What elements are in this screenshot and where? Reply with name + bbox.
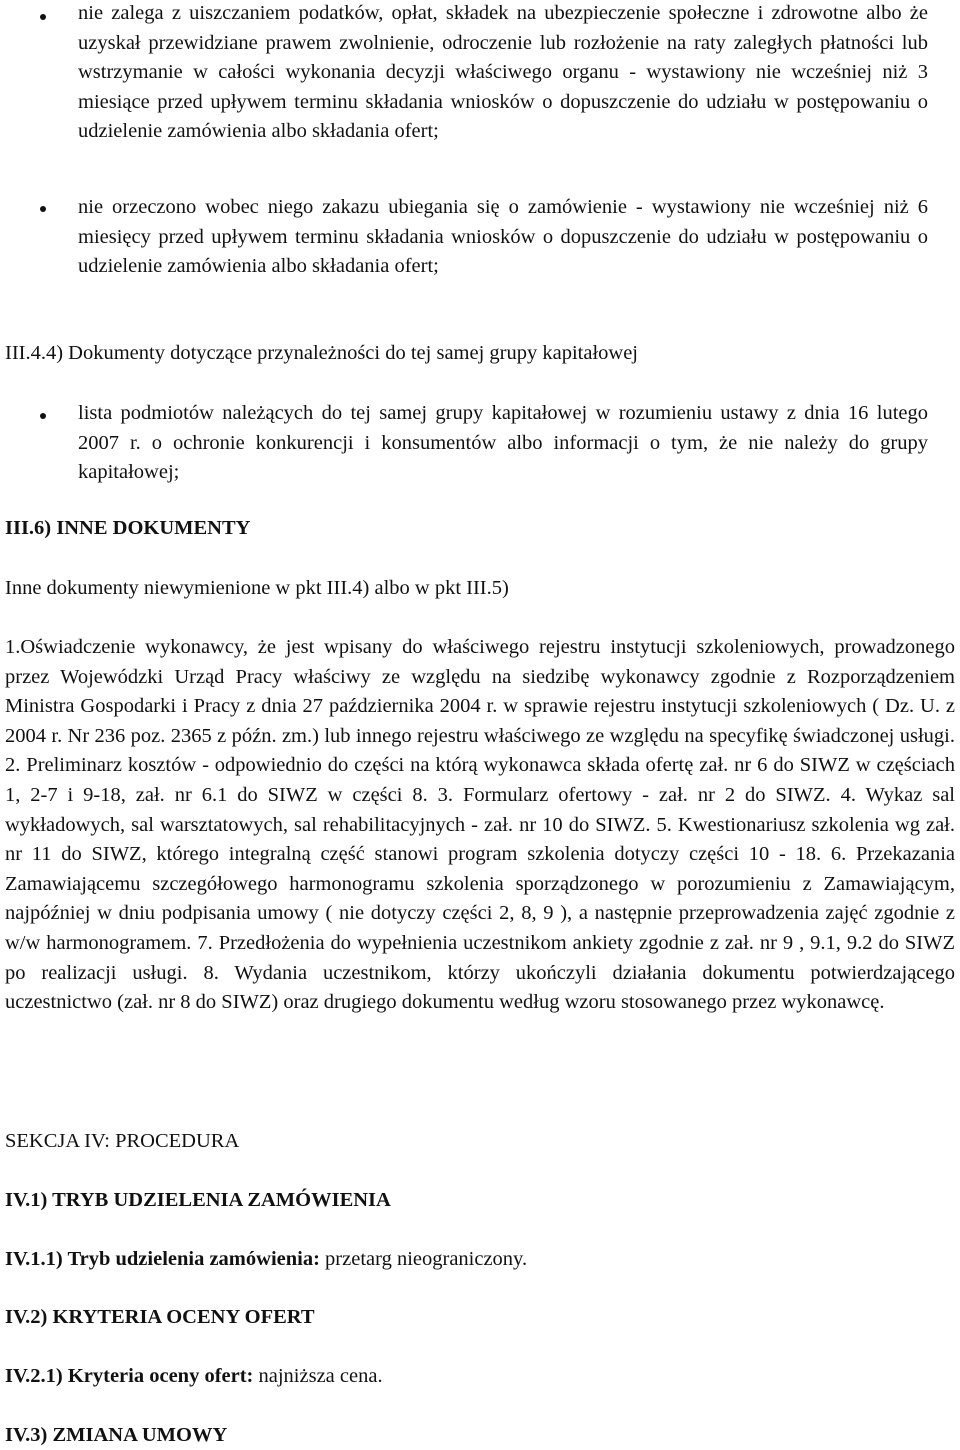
section-heading-IV-2: IV.2) KRYTERIA OCENY OFERT: [5, 1306, 315, 1328]
evaluation-criteria-value: najniższa cena.: [253, 1365, 383, 1387]
evaluation-criteria-label: IV.2.1) Kryteria oceny ofert:: [5, 1365, 254, 1387]
section-heading-III-4-4: III.4.4) Dokumenty dotyczące przynależności do tej samej grupy kapitałowej: [5, 342, 638, 364]
list-item-no-ban: nie orzeczono wobec niego zakazu ubiegania się o zamówienie - wystawiony nie wcześniej niż 6 miesięcy przed upływem terminu składania wniosków o dopuszczenie do udziału w postępowaniu o udzielenie zamówienia albo składania ofert;: [78, 196, 928, 277]
section-heading-IV-3: IV.3) ZMIANA UMOWY: [5, 1424, 228, 1446]
other-documents-text: 1.Oświadczenie wykonawcy, że jest wpisany do właściwego rejestru instytucji szkoleniowych, prowadzonego przez Wojewódzki Urząd Pracy właściwy ze względu na siedzibę wykonawcy zgodnie z Rozporządzeniem Ministra Gospodarki i Pracy z dnia 27 października 2004 r. w sprawie rejestru instytucji szkoleniowych ( Dz. U. z 2004 r. Nr 236 poz. 2365 z późn. zm.) lub innego rejestru właściwego ze względu na specyfikę świadczonej usługi. 2. Preliminarz kosztów - odpowiednio do części na którą wykonawca składa ofertę zał. nr 6 do SIWZ w częściach 1, 2-7 i 9-18, zał. nr 6.1 do SIWZ w części 8. 3. Formularz ofertowy - zał. nr 2 do SIWZ. 4. Wykaz sal wykładowych, sal warsztatowych, sal rehabilitacyjnych - zał. nr 10 do SIWZ. 5. Kwestionariusz szkolenia wg zał. nr 11 do SIWZ, którego integralną część stanowi program szkolenia dotyczy części 10 - 18. 6. Przekazania Zamawiającemu szczegółowego harmonogramu szkolenia sporządzonego w porozumieniu z Zamawiającym, najpóźniej w dniu podpisania umowy ( nie dotyczy części 2, 8, 9 ), a następnie przeprowadzenia zajęć zgodnie z w/w harmonogramem. 7. Przedłożenia do wypełnienia uczestnikom ankiety zgodnie z zał. nr 9 , 9.1, 9.2 do SIWZ po realizacji usługi. 8. Wydania uczestnikom, którzy ukończyli działania dokumentu potwierdzającego uczestnictwo (zał. nr 8 do SIWZ) oraz drugiego dokumentu według wzoru stosowanego przez wykonawcę.: [5, 636, 955, 1014]
section-heading-IV-1: IV.1) TRYB UDZIELENIA ZAMÓWIENIA: [5, 1189, 391, 1211]
procedure-type-label: IV.1.1) Tryb udzielenia zamówienia:: [5, 1248, 320, 1270]
section-heading-III-6: III.6) INNE DOKUMENTY: [5, 517, 251, 539]
procedure-type-row: [5, 1245, 527, 1274]
procedure-type-value: przetarg nieograniczony.: [319, 1248, 528, 1270]
bullet-icon: [40, 413, 46, 419]
section-iv-heading: SEKCJA IV: PROCEDURA: [5, 1130, 240, 1152]
bullet-icon: [40, 14, 46, 20]
list-item-capital-group: lista podmiotów należących do tej samej grupy kapitałowej w rozumieniu ustawy z dnia 16 lutego 2007 r. o ochronie konkurencji i konsumentów albo informacji o tym, że nie należy do grupy kapitałowej;: [78, 402, 928, 483]
bullet-icon: [40, 206, 46, 212]
list-item-tax-arrears: nie zalega z uiszczaniem podatków, opłat, składek na ubezpieczenie społeczne i zdrowotne albo że uzyskał przewidziane prawem zwolnienie, odroczenie lub rozłożenie na raty zaległych płatności lub wstrzymanie w całości wykonania decyzji właściwego organu - wystawiony nie wcześniej niż 3 miesiące przed upływem terminu składania wniosków o dopuszczenie do udziału w postępowaniu o udzielenie zamówienia albo składania ofert;: [78, 2, 928, 142]
evaluation-criteria-row: [5, 1362, 383, 1391]
other-documents-heading: Inne dokumenty niewymienione w pkt III.4) albo w pkt III.5): [5, 577, 509, 599]
